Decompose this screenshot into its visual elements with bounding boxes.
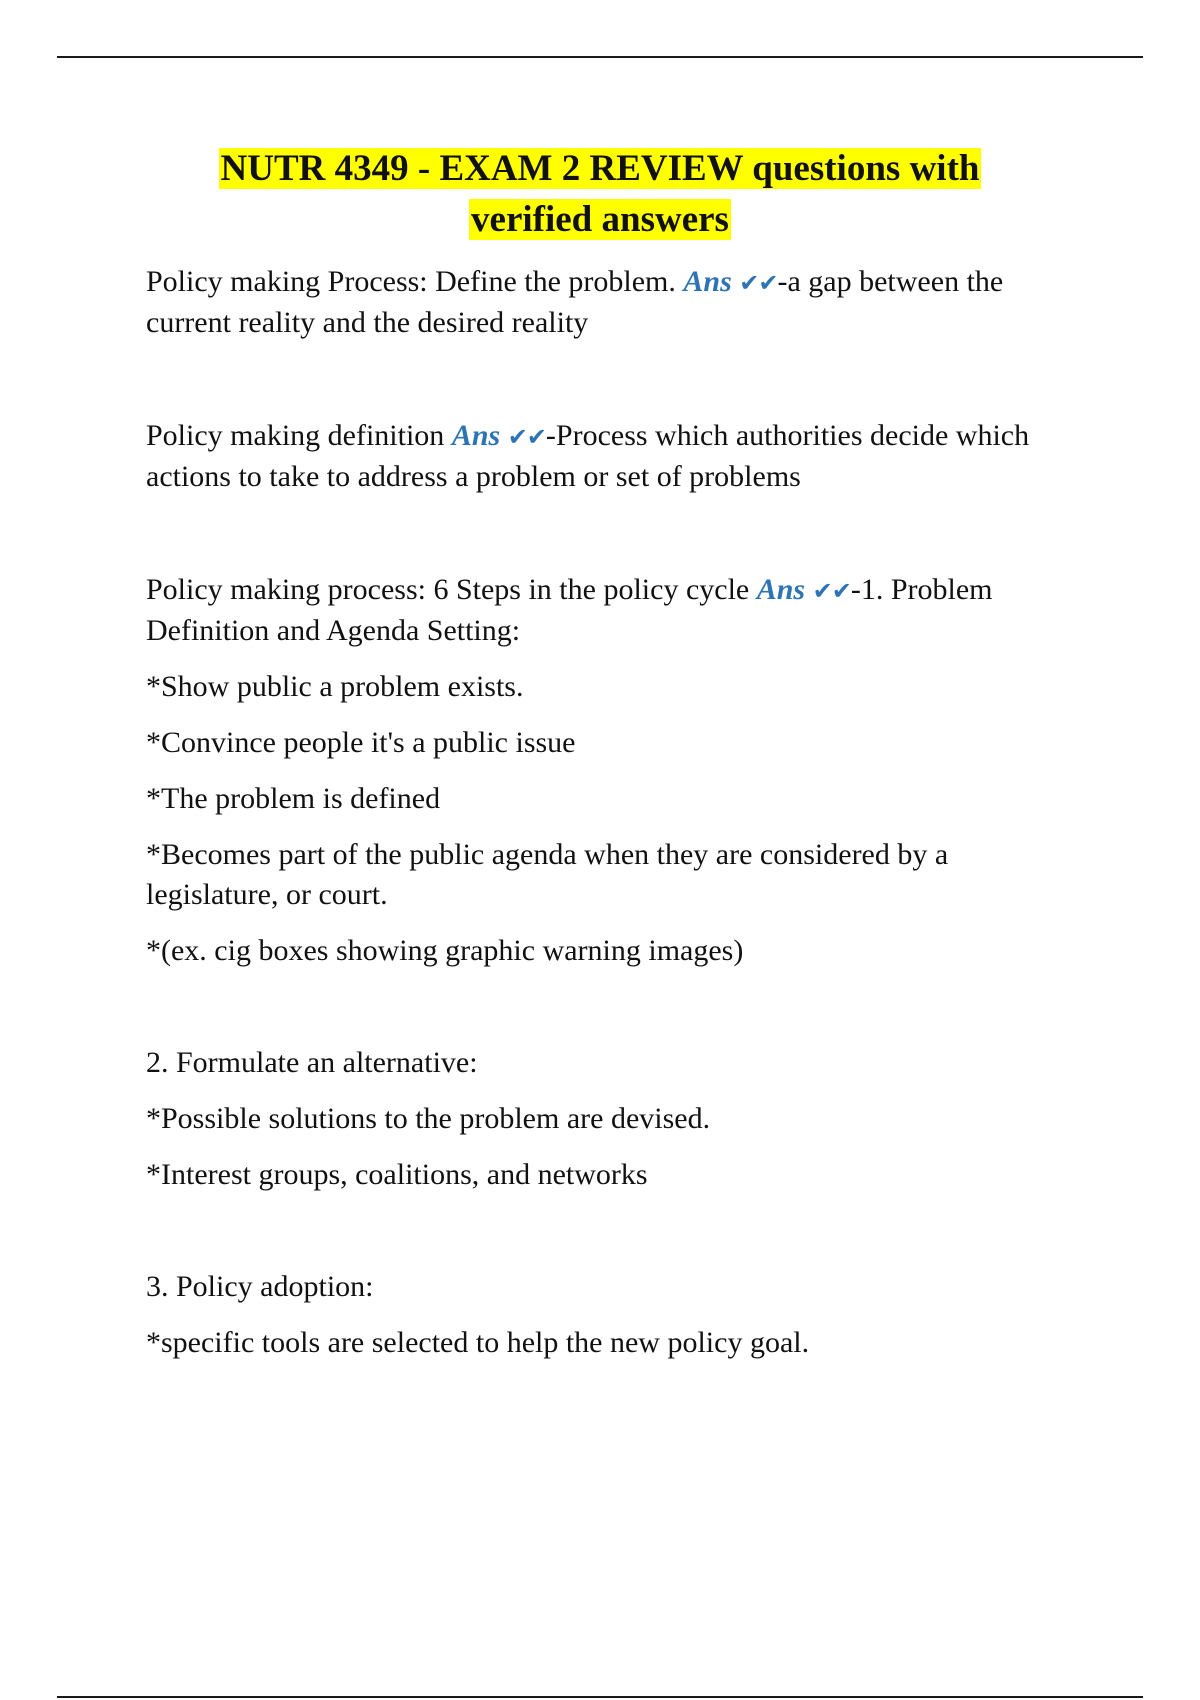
- body-line: *Possible solutions to the problem are devised.: [146, 1102, 711, 1135]
- body-line: 2. Formulate an alternative:: [146, 1046, 478, 1079]
- bottom-rule: [57, 1696, 1143, 1698]
- question-text: Policy making definition: [146, 419, 445, 452]
- answer-marker: Ans ✔✔: [683, 265, 778, 298]
- title-line-1: NUTR 4349 - EXAM 2 REVIEW questions with: [220, 148, 980, 189]
- double-check-icon: ✔✔: [739, 269, 778, 297]
- body-line: *Becomes part of the public agenda when they are considered by a legislature, or court.: [146, 838, 949, 911]
- body-line: *Show public a problem exists.: [146, 670, 524, 703]
- answer-marker: Ans ✔✔: [451, 419, 546, 452]
- double-check-icon: ✔✔: [812, 577, 851, 605]
- body-line: 3. Policy adoption:: [146, 1270, 374, 1303]
- double-check-icon: ✔✔: [507, 423, 546, 451]
- question-text: Policy making Process: Define the problem.: [146, 265, 676, 298]
- qa-item: [146, 262, 1086, 343]
- document-body: [146, 262, 1086, 1379]
- qa-item: [146, 416, 1086, 497]
- answer-text: -Process which authorities decide which actions to take to address a problem or set of problems: [146, 419, 1030, 493]
- body-line: *Interest groups, coalitions, and networks: [146, 1158, 648, 1191]
- body-line: *specific tools are selected to help the new policy goal.: [146, 1326, 810, 1359]
- title-line-2: verified answers: [471, 199, 729, 240]
- document-title: [100, 143, 1100, 245]
- answer-text: -1. Problem Definition and Agenda Setting:: [146, 573, 993, 647]
- top-rule: [57, 56, 1143, 58]
- answer-marker: Ans ✔✔: [756, 573, 851, 606]
- qa-item: [146, 570, 1086, 651]
- answer-text: -a gap between the current reality and the desired reality: [146, 265, 1004, 339]
- question-text: Policy making process: 6 Steps in the policy cycle: [146, 573, 750, 606]
- body-line: *(ex. cig boxes showing graphic warning images): [146, 934, 744, 967]
- body-line: *The problem is defined: [146, 782, 441, 815]
- body-line: *Convince people it's a public issue: [146, 726, 576, 759]
